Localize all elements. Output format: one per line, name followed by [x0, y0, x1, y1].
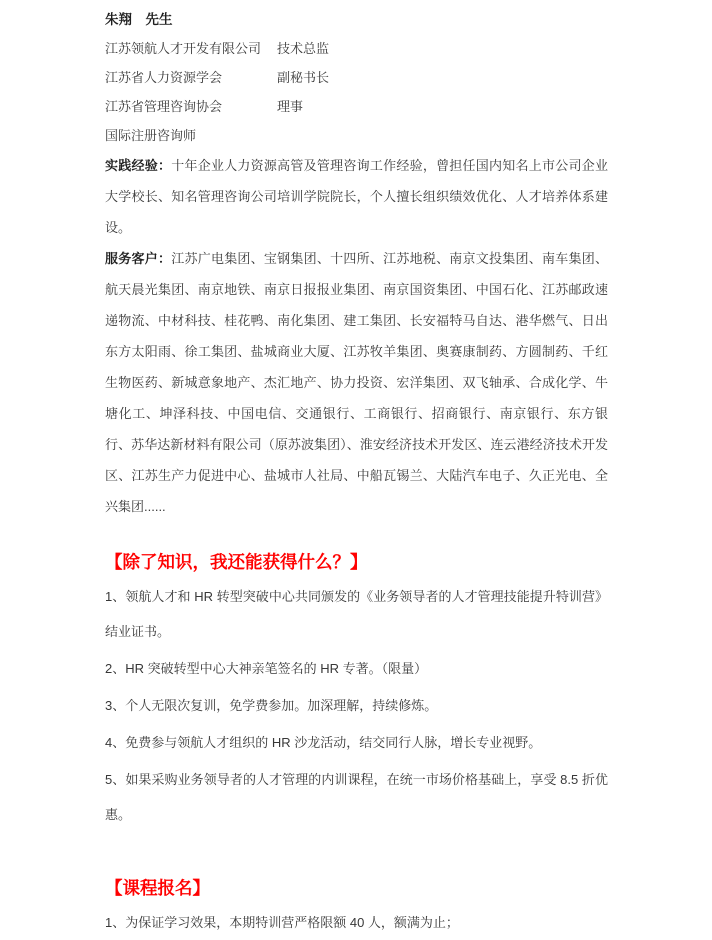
credential-org: 国际注册咨询师: [105, 128, 197, 143]
benefit-item-5: 5、如果采购业务领导者的人才管理的内训课程，在统一市场价格基础上，享受 8.5 折优惠。: [105, 772, 608, 822]
signup-heading: 【课程报名】: [105, 878, 210, 898]
benefit-item-4: 4、免费参与领航人才组织的 HR 沙龙活动，结交同行人脉，增长专业视野。: [105, 735, 542, 750]
person-name: 朱翔 先生: [105, 12, 173, 27]
benefit-item-1: 1、领航人才和 HR 转型突破中心共同颁发的《业务领导者的人才管理技能提升特训营》结业证书。: [105, 589, 608, 639]
credential-org: 江苏省管理咨询协会: [105, 99, 223, 114]
benefits-heading: 【除了知识，我还能获得什么？】: [105, 552, 368, 572]
experience-text: 十年企业人力资源高管及管理咨询工作经验，曾担任国内知名上市公司企业大学校长、知名管理咨询公司培训学院院长，个人擅长组织绩效优化、人才培养体系建设。: [105, 158, 608, 235]
credential-title: 技术总监: [277, 41, 330, 56]
benefit-item-3: 3、个人无限次复训，免学费参加。加深理解，持续修炼。: [105, 698, 438, 713]
credential-row-hr-society: [105, 63, 608, 92]
credential-row-consulting-assoc: [105, 92, 608, 121]
credential-title: 理事: [277, 99, 304, 114]
credential-title: 副秘书长: [277, 70, 330, 85]
benefit-item-2: 2、HR 突破转型中心大神亲笔签名的 HR 专著。（限量）: [105, 661, 428, 676]
benefits-list: [105, 579, 608, 832]
clients-paragraph: [105, 243, 608, 522]
credential-org: 江苏领航人才开发有限公司: [105, 41, 262, 56]
experience-paragraph: [105, 150, 608, 243]
clients-label: 服务客户：: [105, 251, 172, 266]
credential-row-company: [105, 34, 608, 63]
credential-row-certified-consultant: [105, 121, 608, 150]
signup-item-1: 1、为保证学习效果，本期特训营严格限额 40 人，额满为止；: [105, 915, 459, 930]
clients-text: 江苏广电集团、宝钢集团、十四所、江苏地税、南京文投集团、南车集团、航天晨光集团、南京地铁、南京日报报业集团、南京国资集团、中国石化、江苏邮政速递物流、中材科技、桂花鸭、南化集团、建工集团、长安福特马自达、港华燃气、日出东方太阳雨、徐工集团、盐城商业大厦、江苏牧羊集团、奥赛康制药、方圆制药、千红生物医药、新城意象地产、杰汇地产、协力投资、宏洋集团、双飞轴承、合成化学、牛塘化工、坤泽科技、中国电信、交通银行、工商银行、招商银行、南京银行、东方银行、苏华达新材料有限公司（原苏波集团）、淮安经济技术开发区、连云港经济技术开发区、江苏生产力促进中心、盐城市人社局、中船瓦锡兰、大陆汽车电子、久正光电、全兴集团......: [105, 251, 608, 514]
experience-label: 实践经验：: [105, 158, 172, 173]
signup-list: [105, 905, 608, 940]
credential-org: 江苏省人力资源学会: [105, 70, 223, 85]
